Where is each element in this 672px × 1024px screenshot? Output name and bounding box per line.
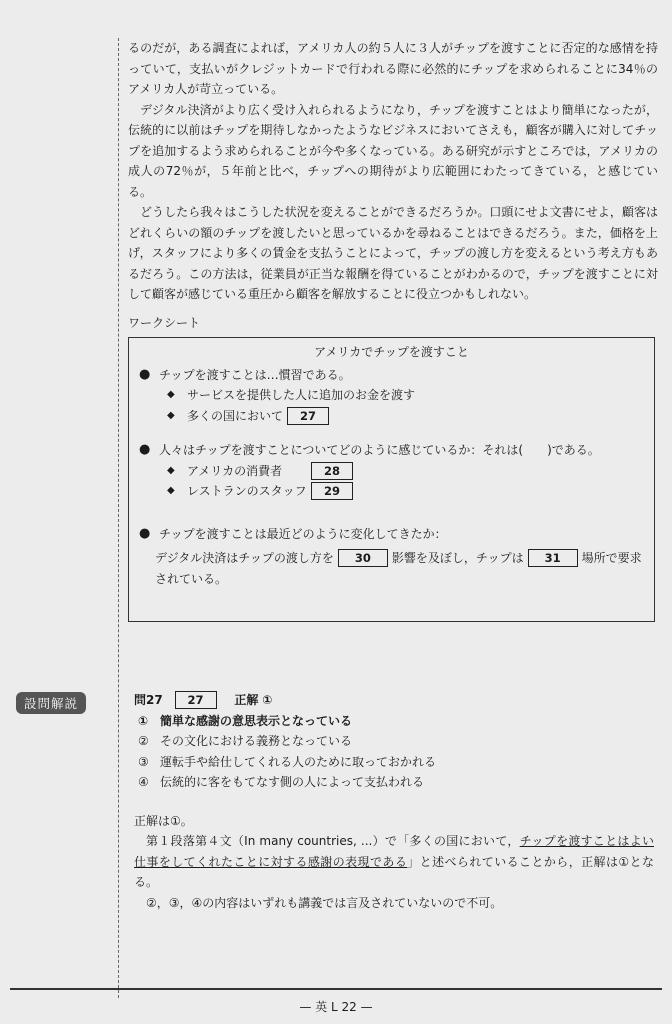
section-label: 設問解説 (16, 692, 86, 714)
worksheet-sub-2 (139, 406, 644, 427)
sub-2-text: 多くの国において (187, 408, 284, 423)
answer-box-27: 27 (287, 407, 329, 425)
worksheet-sub-4 (139, 481, 644, 502)
answer-box-30: 30 (338, 549, 388, 567)
worksheet-sub-3 (139, 461, 644, 482)
paragraph-1: るのだが，ある調査によれば，アメリカ人の約５人に３人がチップを渡すことに否定的な感情を持っていて，支払いがクレジットカードで行われる際に必然的にチップを求められることに34％のアメリカ人が苛立っている。 (128, 41, 658, 96)
explanation-2: ②，③，④の内容はいずれも講義では言及されていないので不可。 (146, 895, 503, 910)
worksheet-sub-1: ◆ サービスを提供した人に追加のお金を渡す (139, 385, 644, 406)
question-header (134, 690, 654, 711)
worksheet-label: ワークシート (128, 315, 201, 330)
option-3: ③ 運転手や給仕してくれる人のために取っておかれる (138, 754, 437, 769)
answer-box-29: 29 (311, 482, 353, 500)
paragraph-3: どうしたら我々はこうした状況を変えることができるだろうか。口頭にせよ文書にせよ，顧客はどれくらいの額のチップを渡したいと思っているかを尋ねることはできるだろう。また，価格を上げ，スタッフにより多くの賃金を支払うことによって，チップの渡し方を変えるという考え方もあるだろう。この方法は，従業員が正当な報酬を得ていることがわかるので，チップを渡すことに対して顧客が感じている重圧から顧客を解放することに役立つかもしれない。 (128, 205, 658, 301)
worksheet-title: アメリカでチップを渡すこと (314, 345, 469, 359)
option-2: ② その文化における義務となっている (138, 734, 353, 748)
worksheet-bullet-3: ● チップを渡すことは最近どのように変化してきたか： (139, 524, 644, 545)
sentence-part-c: 場所で要求されている。 (155, 551, 642, 586)
question-box: 27 (175, 691, 217, 709)
page-number: — 英 L 22 — (299, 1000, 373, 1014)
footer-rule (10, 988, 662, 990)
worksheet-sentence (139, 548, 644, 589)
question-number: 問27 (134, 693, 163, 707)
sentence-part-b: 影響を及ぼし，チップは (391, 551, 524, 565)
worksheet-bullet-2: ● 人々はチップを渡すことについてどのように感じているか：それは( )である。 (139, 440, 644, 461)
option-1: ① 簡単な感謝の意思表示となっている (138, 713, 353, 728)
correct-answer-line: 正解は①。 (134, 813, 193, 828)
option-4: ④ 伝統的に客をもてなす側の人によって支払われる (138, 775, 425, 789)
answer-box-28: 28 (311, 462, 353, 480)
answer-box-31: 31 (528, 549, 578, 567)
sub-4-text: レストランのスタッフ (187, 484, 307, 498)
answer-value: ① (262, 693, 273, 707)
explanation-1: 第１段落第４文（In many countries, ...）で「多くの国において，チップを渡すことはよい仕事をしてくれたことに対する感謝の表現である」と述べられていることから，正解は①となる。 (134, 834, 654, 889)
answer-label: 正解 (234, 693, 259, 707)
main-column (128, 38, 658, 622)
sentence-part-a: デジタル決済はチップの渡し方を (155, 551, 334, 565)
dashed-margin-line (118, 38, 119, 998)
worksheet-bullet-1: ● チップを渡すことは…慣習である。 (139, 365, 644, 386)
paragraph-2: デジタル決済がより広く受け入れられるようになり，チップを渡すことはより簡単になったが，伝統的に以前はチップを期待しなかったようなビジネスにおいてさえも，顧客が購入に対してチップを追加するよう求められることが今や多くなっている。ある研究が示すところでは，アメリカの成人の72％が，５年前と比べ，チップへの期待がより広範囲にわたってきている，と感じている。 (128, 102, 658, 199)
sub-3-text: アメリカの消費者 (187, 463, 283, 478)
question-block (134, 690, 654, 913)
worksheet-box (128, 337, 655, 622)
